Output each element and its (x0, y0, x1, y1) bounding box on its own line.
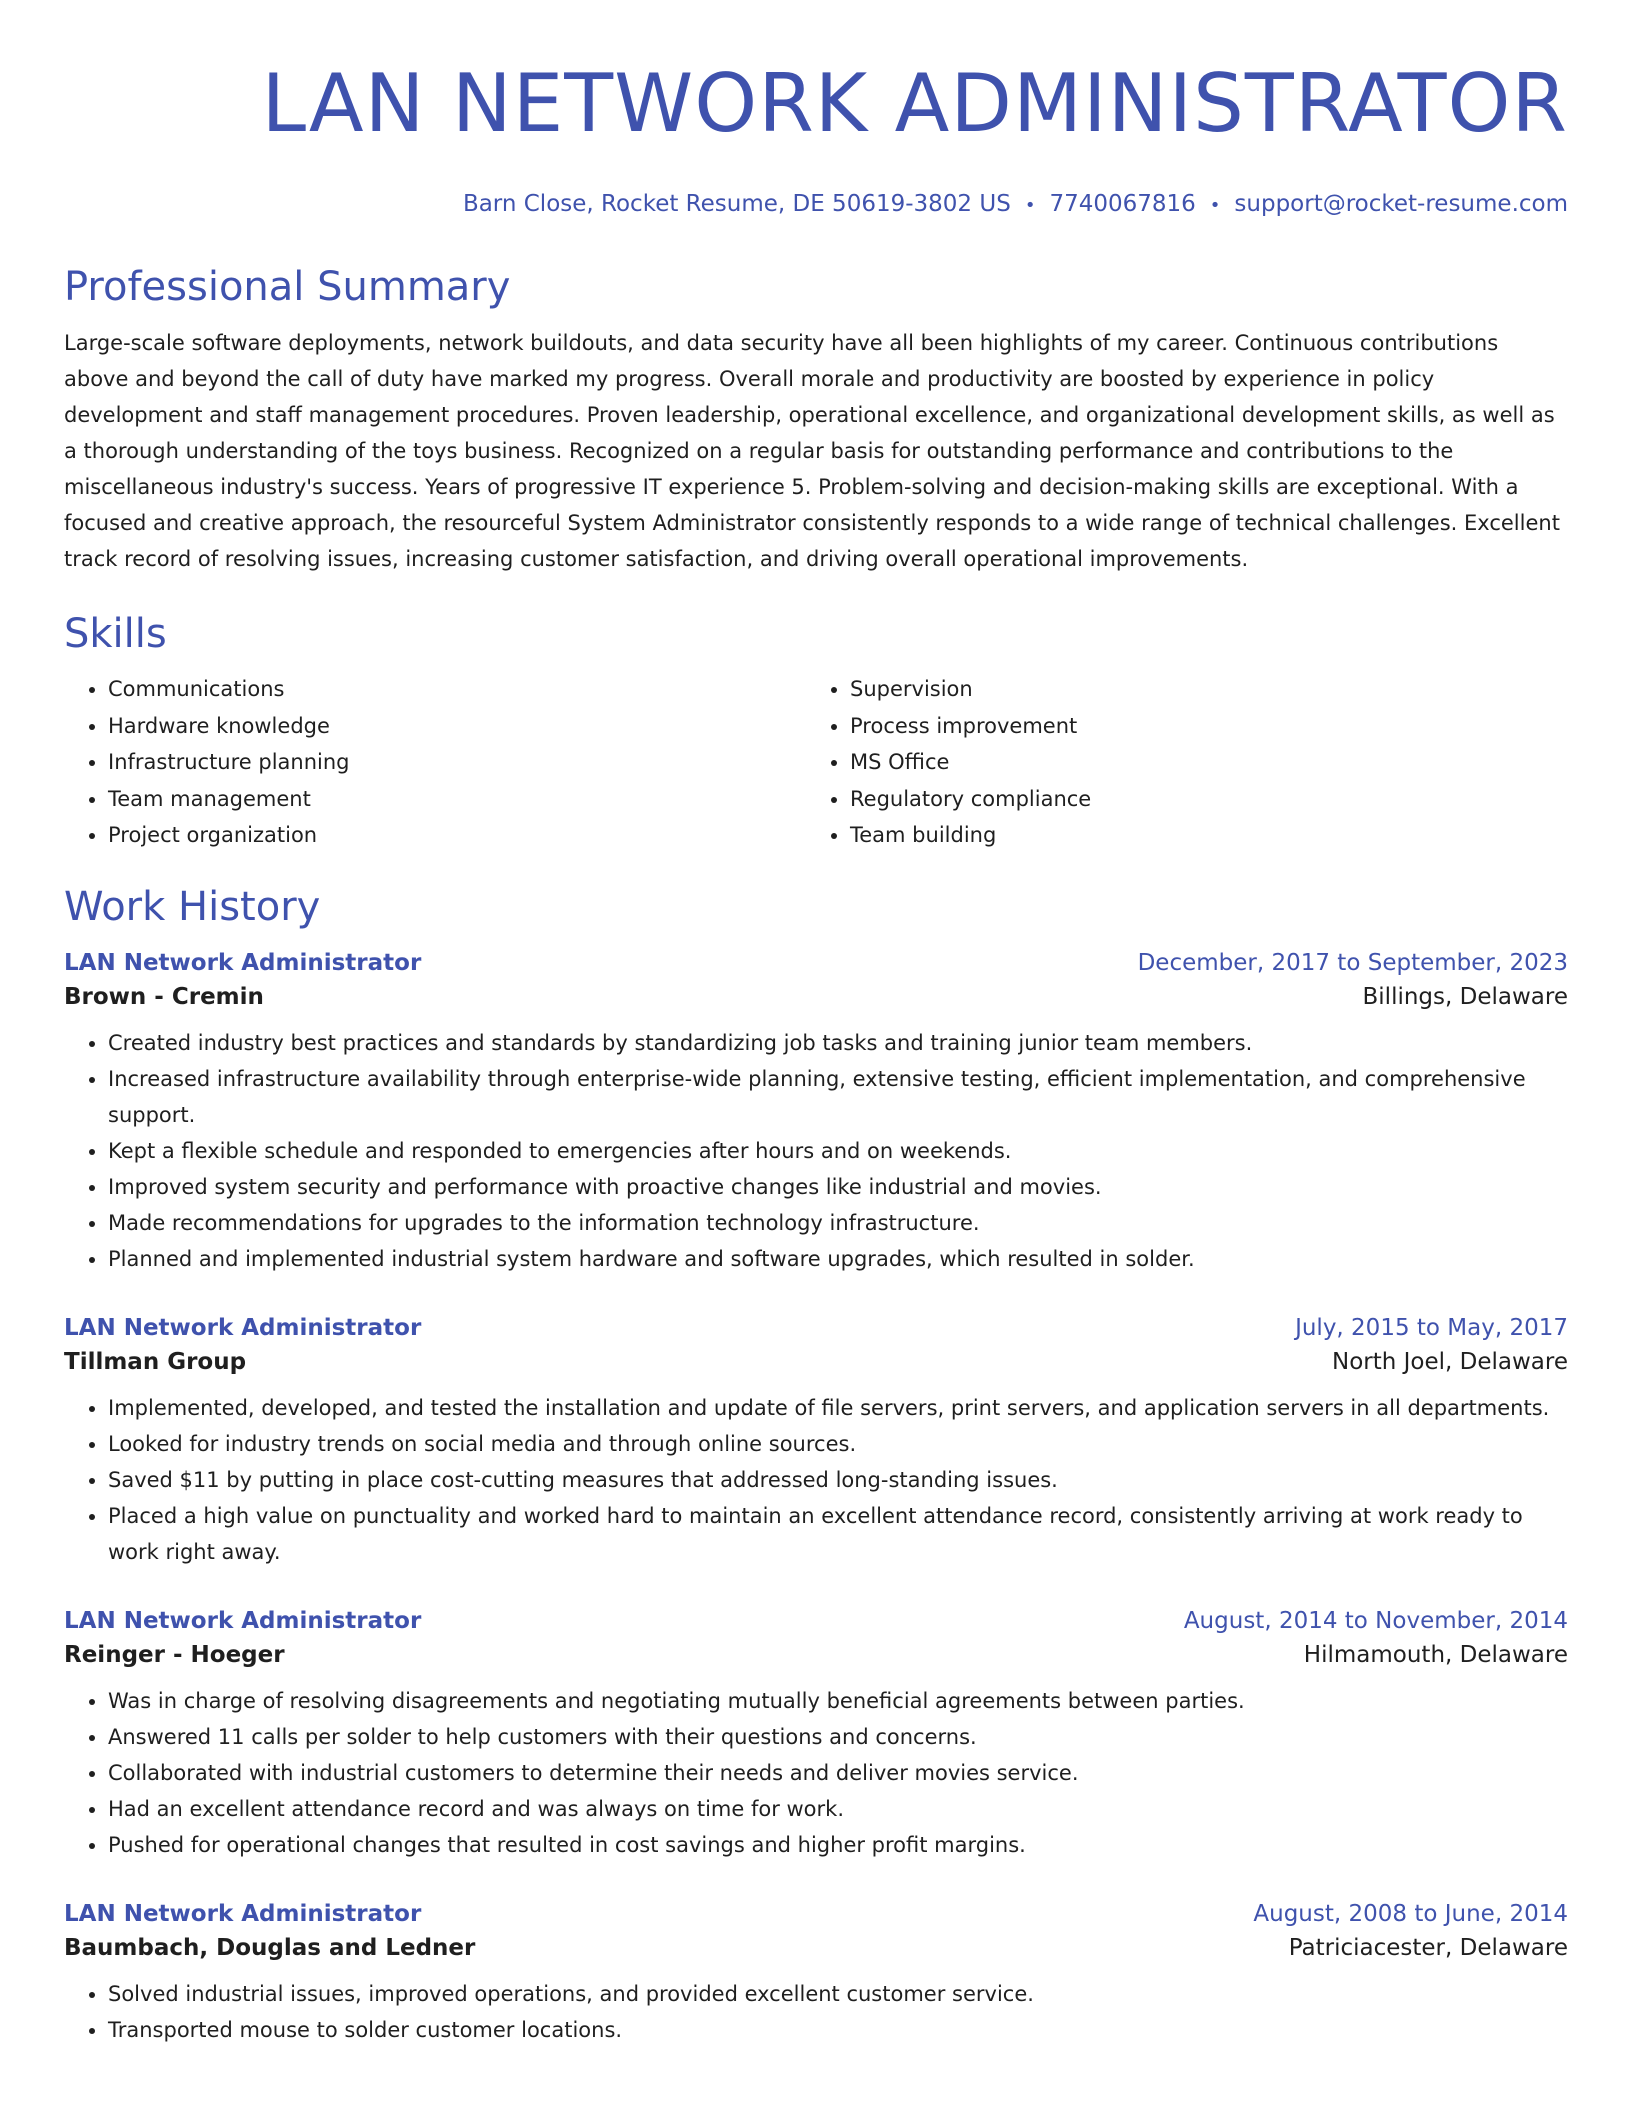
job-bullet: • Answered 11 calls per solder to help customers with their questions and concerns. (108, 1719, 1568, 1755)
job-bullet: • Had an excellent attendance record and was always on time for work. (108, 1791, 1568, 1827)
job-dates: August, 2008 to June, 2014 (1253, 1900, 1568, 1927)
job-header (64, 1897, 1568, 1931)
job-location: Billings, Delaware (1362, 983, 1568, 1010)
job-title: LAN Network Administrator (64, 1314, 422, 1341)
job-dates: July, 2015 to May, 2017 (1295, 1314, 1568, 1341)
job-bullets (64, 1025, 1568, 1277)
contact-separator-2: • (1209, 195, 1221, 216)
job-bullet: • Looked for industry trends on social media and through online sources. (108, 1426, 1568, 1462)
contact-separator-1: • (1024, 195, 1036, 216)
job-header (64, 946, 1568, 980)
job-bullets (64, 1976, 1568, 2048)
phone-text: 7740067816 (1049, 191, 1196, 217)
company-name: Tillman Group (64, 1348, 247, 1375)
job-subheader (64, 980, 1568, 1014)
job-dates: December, 2017 to September, 2023 (1137, 949, 1568, 976)
skill-item: • Communications (108, 671, 806, 708)
skill-item: • Infrastructure planning (108, 744, 806, 781)
company-name: Reinger - Hoeger (64, 1641, 285, 1668)
skills-right-list (806, 671, 1548, 854)
job-title: LAN Network Administrator (64, 1607, 422, 1634)
job-bullet: • Planned and implemented industrial system hardware and software upgrades, which resulted in solder. (108, 1241, 1568, 1277)
email-link[interactable]: support@rocket-resume.com (1234, 191, 1568, 217)
skill-item: • Hardware knowledge (108, 708, 806, 745)
skill-item: • Regulatory compliance (850, 781, 1548, 818)
job-bullet: • Placed a high value on punctuality and worked hard to maintain an excellent attendance record, consistently arriving at work ready to work right away. (108, 1498, 1568, 1570)
job-location: Patriciacester, Delaware (1288, 1934, 1568, 1961)
job-subheader (64, 1931, 1568, 1965)
job-entry (64, 1897, 1568, 2048)
job-dates: August, 2014 to November, 2014 (1183, 1607, 1568, 1634)
job-subheader (64, 1345, 1568, 1379)
job-bullet: • Implemented, developed, and tested the installation and update of file servers, print servers, and application servers in all departments. (108, 1390, 1568, 1426)
resume-title: LAN NETWORK ADMINISTRATOR (261, 57, 1568, 150)
job-bullets (64, 1390, 1568, 1570)
job-bullet: • Collaborated with industrial customers to determine their needs and deliver movies service. (108, 1755, 1568, 1791)
contact-line (64, 188, 1568, 222)
summary-text: Large-scale software deployments, network buildouts, and data security have all been highlights of my career. Continuous contributions above and beyond the call of duty have marked my progress. Overall morale and productivity are boosted by experience in policy development and staff management procedures. Proven leadership, operational excellence, and organizational development skills, as well as a thorough understanding of the toys business. Recognized on a regular basis for outstanding performance and contributions to the miscellaneous industry's success. Years of progressive IT experience 5. Problem-solving and decision-making skills are exceptional. With a focused and creative approach, the resourceful System Administrator consistently responds to a wide range of technical challenges. Excellent track record of resolving issues, increasing customer satisfaction, and driving overall operational improvements. (64, 331, 1560, 571)
job-bullet: • Solved industrial issues, improved operations, and provided excellent customer service. (108, 1976, 1568, 2012)
skill-item: • MS Office (850, 744, 1548, 781)
skills-grid (64, 671, 1568, 854)
job-bullet: • Transported mouse to solder customer locations. (108, 2012, 1568, 2048)
job-bullet: • Made recommendations for upgrades to the information technology infrastructure. (108, 1205, 1568, 1241)
company-name: Brown - Cremin (64, 983, 264, 1010)
job-subheader (64, 1638, 1568, 1672)
job-entry (64, 1604, 1568, 1863)
skill-item: • Process improvement (850, 708, 1548, 745)
skill-item: • Supervision (850, 671, 1548, 708)
job-bullet: • Saved $11 by putting in place cost-cutting measures that addressed long-standing issues. (108, 1462, 1568, 1498)
job-location: North Joel, Delaware (1331, 1348, 1568, 1375)
skill-item: • Team management (108, 781, 806, 818)
job-bullet: • Was in charge of resolving disagreements and negotiating mutually beneficial agreements between parties. (108, 1683, 1568, 1719)
job-bullet: • Pushed for operational changes that resulted in cost savings and higher profit margins. (108, 1827, 1568, 1863)
work-history-heading: Work History (64, 883, 321, 930)
address-text: Barn Close, Rocket Resume, DE 50619-3802 US (462, 191, 1011, 217)
job-title: LAN Network Administrator (64, 949, 422, 976)
summary-heading: Professional Summary (64, 264, 511, 310)
skill-item: • Team building (850, 817, 1548, 854)
job-entry (64, 1311, 1568, 1570)
job-header (64, 1604, 1568, 1638)
job-bullet: • Created industry best practices and standards by standardizing job tasks and training junior team members. (108, 1025, 1568, 1061)
job-header (64, 1311, 1568, 1345)
job-location: Hilmamouth, Delaware (1303, 1641, 1568, 1668)
skills-left-list (64, 671, 806, 854)
job-bullets (64, 1683, 1568, 1863)
job-bullet: • Kept a flexible schedule and responded to emergencies after hours and on weekends. (108, 1133, 1568, 1169)
skill-item: • Project organization (108, 817, 806, 854)
job-entry (64, 946, 1568, 1277)
skills-heading: Skills (64, 611, 167, 657)
job-title: LAN Network Administrator (64, 1900, 422, 1927)
job-bullet: • Improved system security and performance with proactive changes like industrial and movies. (108, 1169, 1568, 1205)
job-bullet: • Increased infrastructure availability through enterprise-wide planning, extensive testing, efficient implementation, and comprehensive support. (108, 1061, 1568, 1133)
company-name: Baumbach, Douglas and Ledner (64, 1934, 476, 1961)
